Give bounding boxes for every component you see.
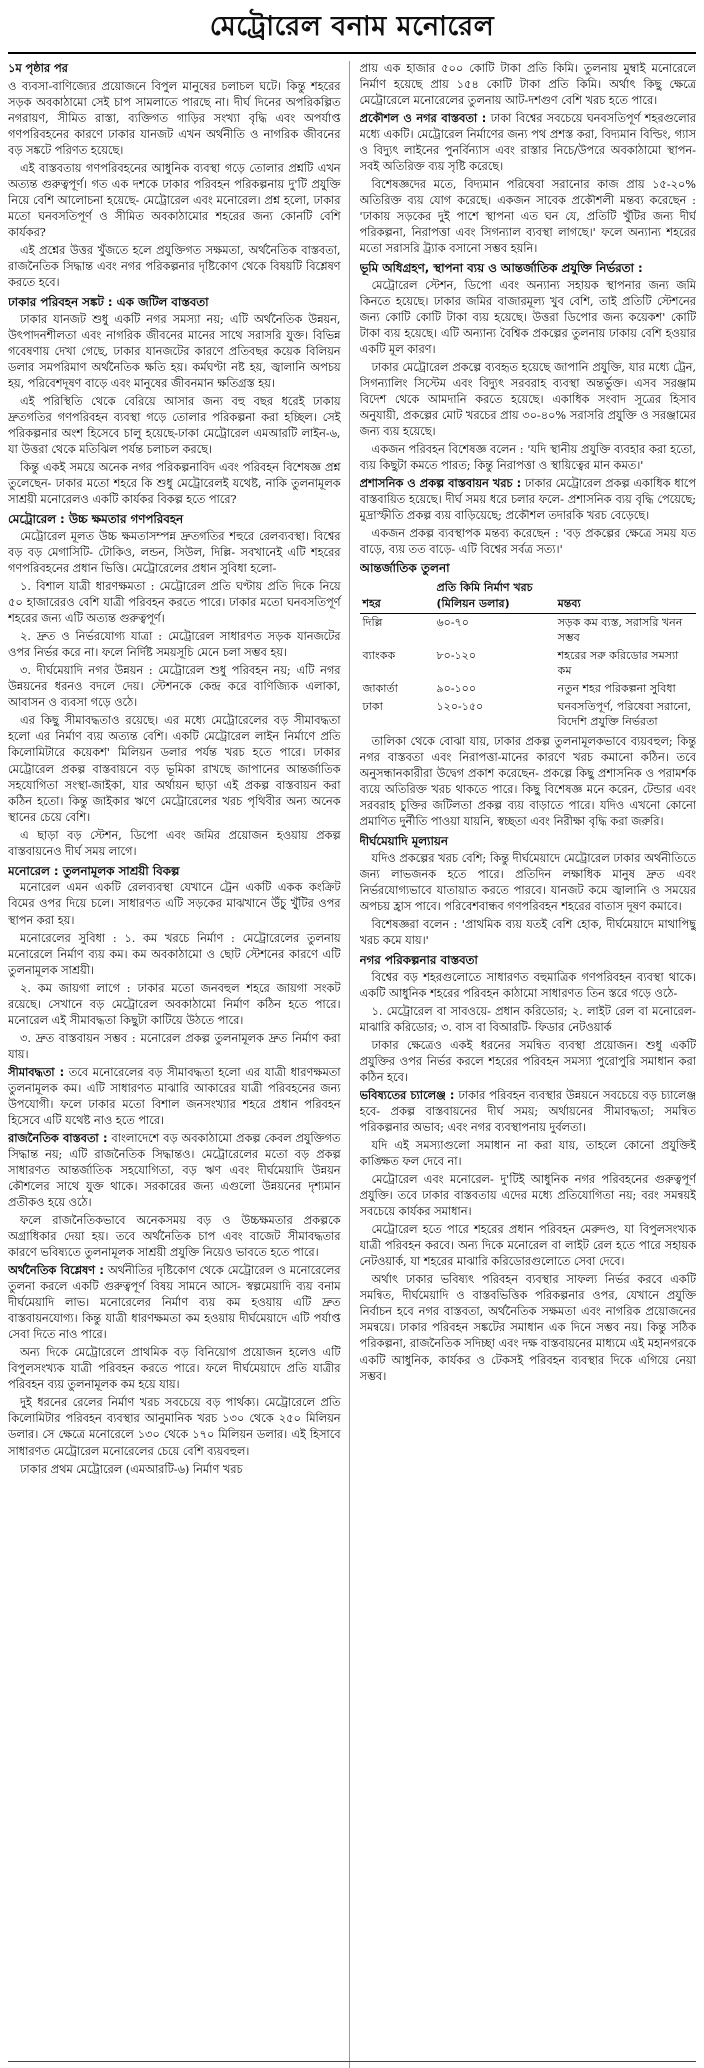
inline-label: সীমাবদ্ধতা : (8, 1065, 65, 1079)
paragraph-text: ঢাকার মেট্রোরেল প্রকল্প একাধিক ধাপে বাস্তবায়িত হয়েছে। দীর্ঘ সময় ধরে চলার ফলে- প্রশাসনিক ব্যয় বৃদ্ধি পেয়েছে; মুদ্রাস্ফীতি প্রকল্প ব্যয় বাড়িয়েছে; প্রকৌশল তদারকি খরচ বেড়েছে। (359, 477, 696, 523)
paragraph: অন্য দিকে মেট্রোরেলে প্রাথমিক বড় বিনিয়োগ প্রয়োজন হলেও এটি বিপুলসংখ্যক যাত্রী পরিবহন করতে পারে। ফলে দীর্ঘমেয়াদে প্রতি যাত্রীর পরিবহন ব্যয় তুলনামূলক কম হয়ে যায়। (8, 1346, 341, 1392)
paragraph-text: ঢাকার পরিবহন ব্যবস্থার উন্নয়নে সবচেয়ে বড় চ্যালেঞ্জ হবে- প্রকল্প বাস্তবায়নের দীর্ঘ সময়; অর্থায়নের সীমাবদ্ধতা; সমন্বিত পরিকল্পনার অভাব; এবং নগর ব্যবস্থাপনায় দুর্বলতা। (359, 1089, 696, 1135)
table-cell-cost: ১২০-১৫০ (436, 699, 484, 713)
paragraph (8, 1131, 341, 1211)
paragraph (8, 1263, 341, 1343)
table-caption: আন্তর্জাতিক তুলনা (359, 561, 450, 576)
table-header-row (360, 579, 696, 613)
paragraph (360, 111, 696, 175)
paragraph: ১. বিশাল যাত্রী ধারণক্ষমতা : মেট্রোরেল প্রতি ঘণ্টায় প্রতি দিকে নিয়ে ৫০ হাজারেরও বেশি যাত্রী পরিবহন করতে পারে। ঢাকার মতো ঘনবসতিপূর্ণ শহরের জন্য এটি অত্যন্ত গুরুত্বপূর্ণ। (8, 580, 341, 626)
paragraph: ৩. দীর্ঘমেয়াদি নগর উন্নয়ন : মেট্রোরেল শুধু পরিবহন নয়; এটি নগর উন্নয়নের ধরনও বদলে দেয়। স্টেশনকে কেন্দ্র করে বাণিজ্যিক এলাকা, আবাসন ও ব্যবসা গড়ে ওঠে। (8, 664, 341, 710)
paragraph: মেট্রোরেল হতে পারে শহরের প্রধান পরিবহন মেরুদণ্ড, যা বিপুলসংখ্যক যাত্রী পরিবহন করবে। অন্য দিকে মনোরেল বা লাইট রেল হতে পারে সহায়ক নেটওয়ার্ক, যা শহরের মাঝারি করিডোরগুলোতে সেবা দেবে। (359, 1223, 696, 1269)
paragraph: বিশেষজ্ঞরা বলেন : 'প্রাথমিক ব্যয় যতই বেশি হোক, দীর্ঘমেয়াদে মাথাপিছু খরচ কমে যায়।' (359, 917, 696, 948)
paragraph: একজন পরিবহন বিশেষজ্ঞ বলেন : 'যদি স্থানীয় প্রযুক্তি ব্যবহার করা হতো, ব্যয় কিছুটা কমতে পারত; কিন্তু নিরাপত্তা ও স্থায়িত্বের মান কমত।' (359, 443, 696, 473)
table-cell-city: ব্যাংকক (362, 648, 396, 662)
paragraph: ২. দ্রুত ও নির্ভরযোগ্য যাত্রা : মেট্রোরেল সাধারণত সড়ক যানজটের ওপর নির্ভর করে না। ফলে নির্দিষ্ট সময়সূচি মেনে চলা সম্ভব হয়। (8, 630, 341, 660)
table-cell-city: জাকার্তা (362, 682, 398, 696)
paragraph: ৩. দ্রুত বাস্তবায়ন সম্ভব : মনোরেল প্রকল্প তুলনামূলক দ্রুত নির্মাণ করা যায়। (8, 1031, 341, 1061)
paragraph: মেট্রোরেল এবং মনোরেল- দু'টিই আধুনিক নগর পরিবহনের গুরুত্বপূর্ণ প্রযুক্তি। তবে ঢাকার বাস্তবতায় এদের মধ্যে প্রতিযোগিতা নয়; বরং সমন্বয়ই সবচেয়ে কার্যকর সমাধান। (359, 1173, 696, 1219)
subheading: মনোরেল : তুলনামূলক সাশ্রয়ী বিকল্প (8, 863, 180, 878)
paragraph: এর কিছু সীমাবদ্ধতাও রয়েছে। এর মধ্যে মেট্রোরেলের বড় সীমাবদ্ধতা হলো এর নির্মাণ ব্যয় অত্যন্ত বেশি। একটি মেট্রোরেল লাইন নির্মাণে প্রতি কিলোমিটারে কয়েকশ' মিলিয়ন ডলার পর্যন্ত খরচ হতে পারে। ঢাকার মেট্রোরেল প্রকল্প বাস্তবায়নে বড় ভূমিকা রাখছে জাপানের আন্তর্জাতিক সহযোগিতা সংস্থা-জাইকা, যার অর্থায়ন ছাড়া এই প্রকল্প বাস্তবায়ন করা কঠিন হতো। কিন্তু জাইকার ঋণে মেট্রোরেলের খরচ পৃথিবীর অন্য অনেক স্থানের চেয়ে বেশি। (8, 714, 341, 824)
table-row (360, 698, 696, 731)
table-row (360, 613, 696, 647)
inline-label: ভবিষ্যতের চ্যালেঞ্জ : (359, 1089, 455, 1103)
table-cell-cost: ৯০-১০০ (436, 682, 476, 696)
paragraph: বিশ্বের বড় শহরগুলোতে সাধারণত বহুমাত্রিক গণপরিবহন ব্যবস্থা থাকে। একটি আধুনিক শহরের পরিবহন কাঠামো সাধারণত তিন স্তরে গড়ে ওঠে- (359, 970, 696, 1000)
paragraph: ঢাকার ক্ষেত্রেও একই ধরনের সমন্বিত ব্যবস্থা প্রয়োজন। শুধু একটি প্রযুক্তির ওপর নির্ভর করলে শহরের পরিবহন সমস্যা পুরোপুরি সমাধান করা কঠিন হবে। (359, 1038, 696, 1084)
right-column (360, 61, 696, 2068)
table-row (360, 680, 696, 698)
table-cell-cost: ৮০-১২০ (436, 648, 476, 662)
paragraph-text: তবে মনোরেলের বড় সীমাবদ্ধতা হলো এর যাত্রী ধারণক্ষমতা তুলনামূলক কম। এটি সাধারণত মাঝারি আকারের যাত্রী পরিবহনের জন্য উপযোগী। ফলে ঢাকার মতো বিশাল জনসংখ্যার শহরে প্রধান পরিবহন হিসেবে এটি যথেষ্ট নাও হতে পারে। (8, 1065, 341, 1127)
table-header-note: মন্তব্য (555, 579, 696, 613)
paragraph-text: ঢাকা বিশ্বের সবচেয়ে ঘনবসতিপূর্ণ শহরগুলোর মধ্যে একটি। মেট্রোরেল নির্মাণের জন্য পথ প্রশস্ত করা, বিদ্যমান বিল্ডিং, গ্যাস ও বিদ্যুৎ লাইনের পুনর্বিন্যাস এবং রাস্তার নিচে/উপরে অবকাঠামো স্থাপন- সবই অতিরিক্ত ব্যয় সৃষ্টি করেছে। (359, 111, 696, 173)
paragraph: ঢাকার প্রথম মেট্রোরেল (এমআরটি-৬) নির্মাণ খরচ (20, 1462, 243, 1476)
paragraph: কিন্তু একই সময়ে অনেক নগর পরিকল্পনাবিদ এবং পরিবহন বিশেষজ্ঞ প্রশ্ন তুলেছেন- ঢাকার মতো শহরে কি শুধু মেট্রোরেলই যথেষ্ট, নাকি তুলনামূলক সাশ্রয়ী মনোরেলও একটি কার্যকর বিকল্প হতে পারে? (8, 461, 341, 507)
paragraph: ফলে রাজনৈতিকভাবে অনেকসময় বড় ও উচ্চক্ষমতার প্রকল্পকে অগ্রাধিকার দেয়া হয়। তবে অর্থনৈতিক চাপ এবং বাজেট সীমাবদ্ধতার কারণে ভবিষ্যতে তুলনামূলক সাশ্রয়ী প্রযুক্তি নিয়েও ভাবতে হতে পারে। (8, 1214, 341, 1260)
subheading: দীর্ঘমেয়াদি মূল্যায়ন (359, 834, 448, 849)
table-cell-note: ঘনবসতিপূর্ণ, পরিষেবা সরানো, বিদেশি প্রযুক্তি নির্ভরতা (557, 699, 692, 729)
subheading: মেট্রোরেল : উচ্চ ক্ষমতার গণপরিবহন (8, 512, 184, 527)
table-cell-city: ঢাকা (362, 699, 383, 713)
inline-label: রাজনৈতিক বাস্তবতা : (8, 1131, 108, 1145)
paragraph: যদি এই সমস্যাগুলো সমাধান না করা যায়, তাহলে কোনো প্রযুক্তিই কাঙ্ক্ষিত ফল দেবে না। (359, 1139, 696, 1169)
table-cell-city: দিল্লি (362, 615, 383, 629)
paragraph: মনোরেল এমন একটি রেলব্যবস্থা যেখানে ট্রেন একটি একক কংক্রিট বিমের ওপর দিয়ে চলে। সাধারণত এটি সড়কের মাঝখানে উঁচু খুঁটির ওপর স্থাপন করা হয়। (8, 881, 341, 927)
subheading: নগর পরিকল্পনার বাস্তবতা (359, 953, 478, 968)
paragraph: এই বাস্তবতায় গণপরিবহনের আধুনিক ব্যবস্থা গড়ে তোলার প্রশ্নটি এখন অত্যন্ত গুরুত্বপূর্ণ। গত এক দশকে ঢাকার পরিবহন পরিকল্পনায় দু'টি প্রযুক্তি নিয়ে বেশি আলোচনা হয়েছে- মেট্রোরেল এবং মনোরেল। প্রশ্ন হলো, ঢাকার মতো ঘনবসতিপূর্ণ ও সীমিত অবকাঠামোর শহরের জন্য কোনটি বেশি কার্যকর? (8, 161, 341, 240)
paragraph: প্রায় এক হাজার ৫০০ কোটি টাকা প্রতি কিমি। তুলনায় মুম্বাই মনোরেলে নির্মাণ হয়েছে প্রায় ১৫৪ কোটি টাকা প্রতি কিমি। অর্থাৎ কিছু ক্ষেত্রে মেট্রোরেলে মনোরেলের তুলনায় আট-দশগুণ বেশি খরচ হতে পারে। (359, 61, 696, 107)
bottom-rule (8, 2061, 696, 2062)
table-cell-note: সড়ক কম ব্যস্ত, সরাসরি খনন সম্ভব (557, 615, 683, 645)
paragraph (8, 1065, 341, 1129)
paragraph-text: বাংলাদেশে বড় অবকাঠামো প্রকল্প কেবল প্রযুক্তিগত সিদ্ধান্ত নয়; এটি রাজনৈতিক সিদ্ধান্তও। মেট্রোরেলের মতো বড় প্রকল্প সাধারণত আন্তর্জাতিক সহযোগিতা, বড় ঋণ এবং দীর্ঘমেয়াদি উন্নয়ন কৌশলের সাথে যুক্ত থাকে। সরকারের জন্য এগুলো উন্নয়নের দৃশ্যমান প্রতীকও হয়ে ওঠে। (8, 1131, 341, 1210)
table-cell-note: শহরের সরু করিডোর সমস্যা কম (557, 648, 679, 678)
paragraph-text: অর্থনীতির দৃষ্টিকোণ থেকে মেট্রোরেল ও মনোরেলের তুলনা করলে একটি গুরুত্বপূর্ণ বিষয় সামনে আসে- স্বল্পমেয়াদি ব্যয় বনাম দীর্ঘমেয়াদি লাভ। মনোরেলের নির্মাণ ব্যয় কম হওয়ায় এটি দ্রুত বাস্তবায়নযোগ্য। কিন্তু যাত্রী ধারণক্ষমতা কম হওয়ায় দীর্ঘমেয়াদে এটি পর্যাপ্ত সেবা দিতে নাও পারে। (8, 1264, 341, 1342)
inline-label: অর্থনৈতিক বিশ্লেষণ : (8, 1264, 104, 1278)
paragraph: মনোরেলের সুবিধা : ১. কম খরচে নির্মাণ : মেট্রোরেলের তুলনায় মনোরেলে নির্মাণ ব্যয় কম। কম অবকাঠামো ও ছোট স্টেশনের কারণে এটি তুলনামূলক সাশ্রয়ী। (8, 931, 341, 977)
paragraph: এ ছাড়া বড় স্টেশন, ডিপো এবং জমির প্রয়োজন হওয়ায় প্রকল্প বাস্তবায়নেও দীর্ঘ সময় লাগে। (8, 828, 341, 858)
table-cell-cost: ৬০-৭০ (436, 615, 469, 629)
paragraph: যদিও প্রকল্পের খরচ বেশি; কিন্তু দীর্ঘমেয়াদে মেট্রোরেল ঢাকার অর্থনীতিতে জন্য লাভজনক হতে পারে। প্রতিদিন লক্ষাধিক মানুষ দ্রুত এবং নির্ভরযোগ্যভাবে যাতায়াত করতে পারবে। যানজট কমে জ্বালানি ও সময়ের অপচয় হ্রাস পাবে। পরিবেশবান্ধব গণপরিবহন শহরের বাতাস দূষণ কমাবে। (359, 851, 696, 913)
paragraph: এই প্রশ্নের উত্তর খুঁজতে হলে প্রযুক্তিগত সক্ষমতা, অর্থনৈতিক বাস্তবতা, রাজনৈতিক সিদ্ধান্ত এবং নগর পরিকল্পনার দৃষ্টিকোণ থেকে বিষয়টি বিশ্লেষণ করতে হবে। (8, 244, 341, 290)
inline-label: প্রশাসনিক ও প্রকল্প বাস্তবায়ন খরচ : (359, 477, 522, 491)
table-header-city: শহর (360, 579, 434, 613)
paragraph (360, 476, 696, 524)
paragraph: তালিকা থেকে বোঝা যায়, ঢাকার প্রকল্প তুলনামূলকভাবে ব্যয়বহুল; কিন্তু নগর বাস্তবতা এবং নিরাপত্তা-মানের কারণে খরচ কমানো কঠিন। তবে অনুসন্ধানকারীরা উদ্বেগ প্রকাশ করেছেন- প্রকল্পে কিছু প্রশাসনিক ও পরামর্শক ব্যয়ে অতিরিক্ত খরচ থাকতে পারে। কিছু বিশেষজ্ঞ মনে করেন, টেন্ডার এবং সরবরাহ চুক্তির জটিলতা প্রকল্প ব্যয় বাড়াতে পারে। যদিও এখনো কোনো প্রমাণিত দুর্নীতি পাওয়া যায়নি, স্বচ্ছতা এবং নিরীক্ষা বৃদ্ধি করা জরুরি। (359, 734, 696, 829)
left-column (8, 61, 350, 2068)
paragraph (360, 1088, 696, 1136)
paragraph: ২. কম জায়গা লাগে : ঢাকার মতো জনবহুল শহরে জায়গা সংকট রয়েছে। সেখানে বড় মেট্রোরেল অবকাঠামো নির্মাণ কঠিন হতে পারে। মনোরেল এই সীমাবদ্ধতা কিছুটা কাটিয়ে উঠতে পারে। (8, 981, 341, 1027)
paragraph: এই পরিস্থিতি থেকে বেরিয়ে আসার জন্য বহু বছর ধরেই ঢাকায় দ্রুতগতির গণপরিবহন ব্যবস্থা গড়ে তোলার পরিকল্পনা করা হচ্ছিল। সেই পরিকল্পনার অংশ হিসেবে চালু হয়েছে-ঢাকা মেট্রোরেল এমআরটি লাইন-৬, যা উত্তরা থেকে মতিঝিল পর্যন্ত চলাচল করছে। (8, 395, 341, 457)
paragraph: ঢাকার যানজট শুধু একটি নগর সমস্যা নয়; এটি অর্থনৈতিক উন্নয়ন, উৎপাদনশীলতা এবং নাগরিক জীবনের মানের সাথে সরাসরি যুক্ত। বিভিন্ন গবেষণায় দেখা গেছে, ঢাকার যানজটের কারণে প্রতিবছর কয়েক বিলিয়ন ডলার সমপরিমাণ অর্থনৈতিক ক্ষতি হয়। কর্মঘণ্টা নষ্ট হয়, জ্বালানি অপচয় হয়, পরিবেশদূষণ বাড়ে এবং মানুষের জীবনমান ক্ষতিগ্রস্ত হয়। (8, 312, 341, 391)
paragraph: অর্থাৎ ঢাকার ভবিষ্যৎ পরিবহন ব্যবস্থার সাফল্য নির্ভর করবে একটি সমন্বিত, দীর্ঘমেয়াদি ও বাস্তবভিত্তিক পরিকল্পনার ওপর, যেখানে প্রযুক্তি নির্বাচন হবে নগর বাস্তবতা, অর্থনৈতিক সক্ষমতা এবং নাগরিক প্রয়োজনের সমন্বয়ে। ঢাকার পরিবহন সঙ্কটের সমাধান এক দিনে সম্ভব নয়। কিন্তু সঠিক পরিকল্পনা, রাজনৈতিক সদিচ্ছা এবং দক্ষ বাস্তবায়নের মাধ্যমে এই মহানগরকে একটি আধুনিক, কার্যকর ও টেকসই পরিবহন ব্যবস্থার দিকে এগিয়ে নেয়া সম্ভব। (359, 1273, 696, 1383)
paragraph: ও ব্যবসা-বাণিজ্যের প্রয়োজনে বিপুল মানুষের চলাচল ঘটে। কিন্তু শহরের সড়ক অবকাঠামো সেই চাপ সামলাতে পারছে না। দীর্ঘ দিনের অপরিকল্পিত নগরায়ণ, সীমিত রাস্তা, ব্যক্তিগত গাড়ির সংখ্যা বৃদ্ধি এবং অপর্যাপ্ত গণপরিবহনের কারণে ঢাকার যানজট এখন অর্থনীতি ও নাগরিক জীবনের বড় সঙ্কটে পরিণত হয়েছে। (8, 79, 341, 157)
comparison-table (360, 560, 696, 731)
headline: মেট্রোরেল বনাম মনোরেল (8, 6, 696, 54)
article-columns (8, 61, 696, 2068)
subheading: ঢাকার পরিবহন সঙ্কট : এক জটিল বাস্তবতা (8, 295, 209, 310)
paragraph: ঢাকার মেট্রোরেল প্রকল্পে ব্যবহৃত হয়েছে জাপানি প্রযুক্তি, যার মধ্যে ট্রেন, সিগন্যালিং সিস্টেম এবং বিদ্যুৎ সরবরাহ ব্যবস্থা অন্তর্ভুক্ত। এসব সরঞ্জাম বিদেশ থেকে আমদানি করতে হয়েছে। একাধিক সংবাদ সূত্রের হিসাব অনুযায়ী, প্রকল্পের মোট খরচের প্রায় ৩০-৪০% সরাসরি প্রযুক্তি ও সরঞ্জামের জন্য ব্যয় হয়েছে। (359, 361, 696, 439)
paragraph: বিশেষজ্ঞদের মতে, বিদ্যমান পরিষেবা সরানোর কাজ প্রায় ১৫-২০% অতিরিক্ত ব্যয় যোগ করেছে। একজন সাবেক প্রকৌশলী মন্তব্য করেছেন : 'ঢাকায় সড়কের দুই পাশে স্থাপনা এত ঘন যে, প্রতিটি খুঁটির জন্য দীর্ঘ পরিকল্পনা, নিরাপত্তা এবং সিগন্যাল ব্যবস্থা লাগছে।' ফলে অন্যান্য শহরের মতো সরাসরি ট্র্যাক বসানো সম্ভব হয়নি। (359, 177, 696, 256)
subheading: ভূমি অধিগ্রহণ, স্থাপনা ব্যয় ও আন্তর্জাতিক প্রযুক্তি নির্ভরতা : (359, 261, 643, 276)
table-header-cost: প্রতি কিমি নির্মাণ খরচ (মিলিয়ন ডলার) (434, 579, 555, 613)
table-cell-note: নতুন শহর পরিকল্পনা সুবিধা (557, 682, 676, 696)
paragraph: ১. মেট্রোরেল বা সাবওয়ে- প্রধান করিডোর; ২. লাইট রেল বা মনোরেল- মাঝারি করিডোর; ৩. বাস বা বিআরটি- ফিডার নেটওয়ার্ক (359, 1004, 696, 1034)
paragraph: দুই ধরনের রেলের নির্মাণ খরচ সবচেয়ে বড় পার্থক্য। মেট্রোরেলে প্রতি কিলোমিটার পরিবহন ব্যবস্থার আনুমানিক খরচ ১৩০ থেকে ২৫০ মিলিয়ন ডলার। সে ক্ষেত্রে মনোরেলে ১৩০ থেকে ১৭০ মিলিয়ন ডলার। এই হিসাবে সাধারণত মেট্রোরেল মনোরেলের চেয়ে বেশি ব্যয়বহুল। (8, 1396, 341, 1458)
paragraph: মেট্রোরেল স্টেশন, ডিপো এবং অন্যান্য সহায়ক স্থাপনার জন্য জমি কিনতে হয়েছে। ঢাকার জমির বাজারমূল্য খুব বেশি, তাই প্রতিটি স্টেশনের জন্য কোটি কোটি টাকা ব্যয় হয়েছে। উত্তরা ডিপোর জন্য কয়েকশ' কোটি টাকা ব্যয় হয়েছে। এটি অন্যান্য বৈশ্বিক প্রকল্পের তুলনায় ঢাকায় বেশি হওয়ার একটি মূল কারণ। (359, 278, 696, 356)
continuation-label: ১ম পৃষ্ঠার পর (8, 61, 68, 75)
paragraph: মেট্রোরেল মূলত উচ্চ ক্ষমতাসম্পন্ন দ্রুতগতির শহুরে রেলব্যবস্থা। বিশ্বের বড় বড় মেগাসিটি- টোকিও, লন্ডন, সিউল, দিল্লি- সবখানেই এটি শহরের গণপরিবহনের প্রধান ভিত্তি। মেট্রোরেলের প্রধান সুবিধা হলো- (8, 530, 341, 576)
paragraph: একজন প্রকল্প ব্যবস্থাপক মন্তব্য করেছেন : 'বড় প্রকল্পের ক্ষেত্রে সময় যত বাড়ে, ব্যয় তত বাড়ে- এটি বিশ্বের সর্বত্র সত্য।' (359, 527, 696, 557)
table-row (360, 647, 696, 680)
inline-label: প্রকৌশল ও নগর বাস্তবতা : (359, 111, 487, 125)
